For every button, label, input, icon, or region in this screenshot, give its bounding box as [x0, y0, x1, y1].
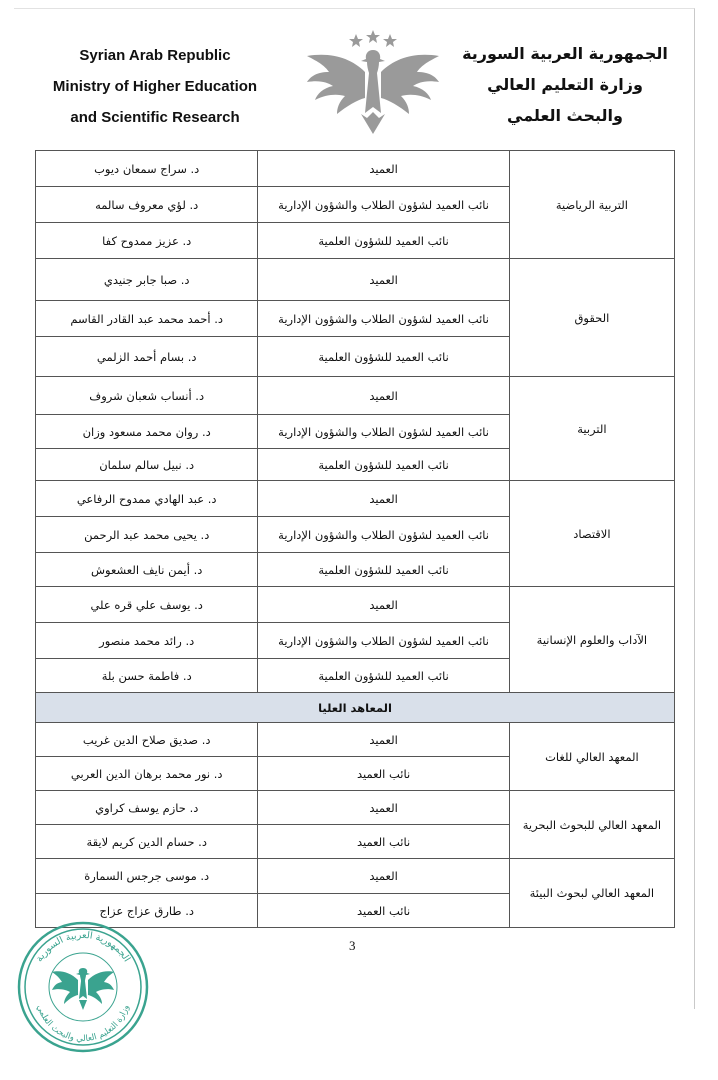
- stamp-inner-text: وزارة التعليم العالي والبحث العلمي: [34, 1003, 132, 1045]
- person-cell: د. حازم يوسف كراوي: [36, 791, 258, 825]
- page-number: 3: [349, 938, 356, 953]
- header-en-line: Ministry of Higher Education: [52, 78, 258, 95]
- faculty-name: التربية: [509, 377, 674, 481]
- role-cell: نائب العميد: [258, 894, 509, 928]
- person-cell: د. نبيل سالم سلمان: [36, 449, 258, 481]
- table-row: [36, 377, 675, 415]
- section-title: المعاهد العليا: [36, 693, 675, 723]
- role-cell: العميد: [258, 791, 509, 825]
- table-row: [36, 587, 675, 623]
- header-en-line: Syrian Arab Republic: [79, 47, 231, 64]
- role-cell: نائب العميد للشؤون العلمية: [258, 449, 509, 481]
- role-cell: نائب العميد للشؤون العلمية: [258, 223, 509, 259]
- faculty-name: الاقتصاد: [509, 481, 674, 587]
- table-row: [36, 481, 675, 517]
- person-cell: د. يوسف علي قره علي: [36, 587, 258, 623]
- section-header-row: [36, 693, 675, 723]
- person-cell: د. عزيز ممدوح كفا: [36, 223, 258, 259]
- person-cell: د. سراج سمعان ديوب: [36, 151, 258, 187]
- person-cell: د. صبا جابر جنيدي: [36, 259, 258, 301]
- eagle-emblem-icon: [303, 28, 443, 138]
- institute-name: المعهد العالي للبحوث البحرية: [509, 791, 674, 859]
- header-ar-line: والبحث العلمي: [507, 106, 623, 125]
- person-cell: د. موسى جرجس السمارة: [36, 859, 258, 894]
- role-cell: نائب العميد: [258, 757, 509, 791]
- header-ar-line: وزارة التعليم العالي: [487, 75, 643, 94]
- table-row: [36, 151, 675, 187]
- role-cell: نائب العميد لشؤون الطلاب والشؤون الإدارية: [258, 415, 509, 449]
- role-cell: العميد: [258, 151, 509, 187]
- person-cell: د. فاطمة حسن بلة: [36, 659, 258, 693]
- header-ar-line: الجمهورية العربية السورية: [462, 44, 668, 63]
- header-english: [30, 40, 280, 133]
- role-cell: نائب العميد لشؤون الطلاب والشؤون الإدارية: [258, 301, 509, 337]
- role-cell: نائب العميد: [258, 825, 509, 859]
- stamp-outer-text: الجمهورية العربية السورية: [33, 929, 133, 964]
- person-cell: د. بسام أحمد الزلمي: [36, 337, 258, 377]
- faculty-name: التربية الرياضية: [509, 151, 674, 259]
- person-cell: د. لؤي معروف سالمه: [36, 187, 258, 223]
- faculty-name: الحقوق: [509, 259, 674, 377]
- role-cell: العميد: [258, 259, 509, 301]
- person-cell: د. طارق عزاج عزاج: [36, 894, 258, 928]
- person-cell: د. أنساب شعبان شروف: [36, 377, 258, 415]
- role-cell: نائب العميد للشؤون العلمية: [258, 659, 509, 693]
- person-cell: د. صديق صلاح الدين غريب: [36, 723, 258, 757]
- role-cell: العميد: [258, 481, 509, 517]
- table-row: [36, 791, 675, 825]
- role-cell: العميد: [258, 377, 509, 415]
- person-cell: د. نور محمد برهان الدين العربي: [36, 757, 258, 791]
- role-cell: نائب العميد لشؤون الطلاب والشؤون الإدارية: [258, 517, 509, 553]
- ministry-seal-stamp: [14, 918, 152, 1056]
- role-cell: نائب العميد لشؤون الطلاب والشؤون الإدارية: [258, 187, 509, 223]
- faculty-name: الآداب والعلوم الإنسانية: [509, 587, 674, 693]
- appointments-table: [35, 150, 675, 928]
- role-cell: العميد: [258, 587, 509, 623]
- header-en-line: and Scientific Research: [70, 109, 240, 126]
- person-cell: د. حسام الدين كريم لايقة: [36, 825, 258, 859]
- table-row: [36, 723, 675, 757]
- person-cell: د. يحيى محمد عبد الرحمن: [36, 517, 258, 553]
- institute-name: المعهد العالي للغات: [509, 723, 674, 791]
- role-cell: نائب العميد للشؤون العلمية: [258, 553, 509, 587]
- role-cell: نائب العميد للشؤون العلمية: [258, 337, 509, 377]
- table-row: [36, 859, 675, 894]
- stamp-eagle-icon: [52, 968, 114, 1010]
- role-cell: نائب العميد لشؤون الطلاب والشؤون الإدارية: [258, 623, 509, 659]
- role-cell: العميد: [258, 859, 509, 894]
- header-arabic: [455, 38, 675, 131]
- svg-text:الجمهورية العربية السورية: [34, 930, 132, 964]
- person-cell: د. عبد الهادي ممدوح الرفاعي: [36, 481, 258, 517]
- role-cell: العميد: [258, 723, 509, 757]
- person-cell: د. أيمن نايف العشعوش: [36, 553, 258, 587]
- person-cell: د. أحمد محمد عبد القادر القاسم: [36, 301, 258, 337]
- person-cell: د. روان محمد مسعود وزان: [36, 415, 258, 449]
- person-cell: د. رائد محمد منصور: [36, 623, 258, 659]
- table-row: [36, 259, 675, 301]
- institute-name: المعهد العالي لبحوث البيئة: [509, 859, 674, 928]
